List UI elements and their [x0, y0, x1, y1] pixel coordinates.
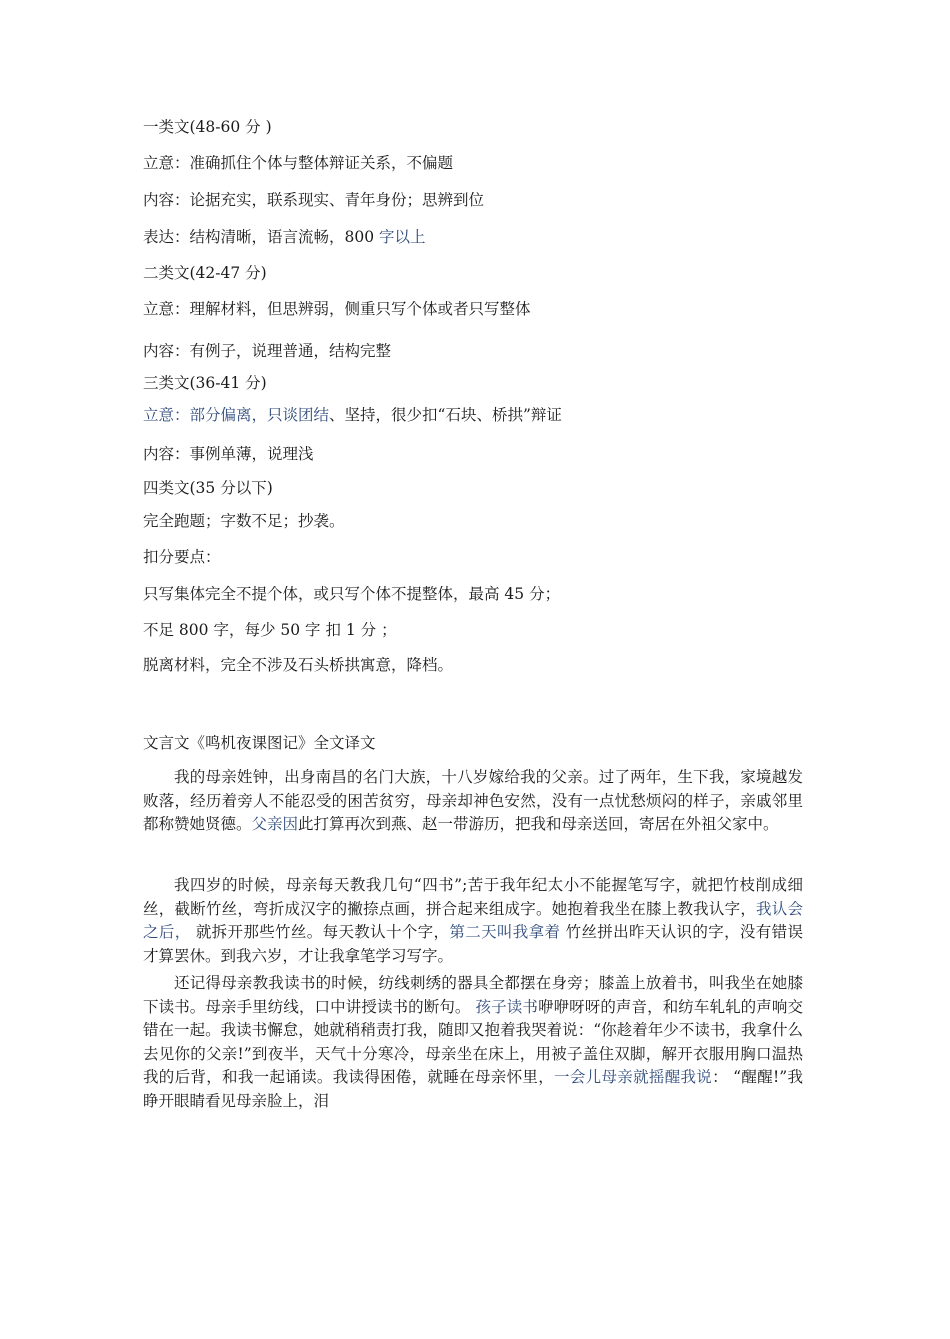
grade-one-expression-highlight: 字以上: [379, 228, 426, 246]
p2-text-a: 我四岁的时候，母亲每天教我几句“四书”;苦于我年纪太小不能握笔写字，就把竹枝削成细丝，截断竹丝，弯折成汉字的撇捺点画，拼合起来组成字。她抱着我坐在膝上教我认字，: [143, 876, 803, 918]
translation-paragraph-1: [143, 766, 803, 837]
grade-three-heading: 三类文(36-41 分): [143, 374, 267, 392]
grade-four-heading: 四类文(35 分以下): [143, 479, 273, 497]
translation-paragraph-2: [143, 874, 803, 968]
deduction-heading: 扣分要点：: [143, 548, 221, 566]
grade-four-content: 完全跑题；字数不足；抄袭。: [143, 512, 345, 530]
p3-text-a: 还记得母亲教我读书的时候，纺线刺绣的器具全都摆在身旁；膝盖上放着书，叫我坐在她膝下读书。母亲手里纺线，口中讲授读书的断句。: [143, 974, 803, 1016]
grade-three-intent-highlight: 立意：部分偏离，只谈团结: [143, 406, 330, 424]
grade-one-expression-text: 表达：结构清晰，语言流畅，800: [143, 228, 380, 246]
p1-text-a: 我的母亲姓钟，出身南昌的名门大族，十八岁嫁给我的父亲。过了两年，生下我，家境越发败落，经历着旁人不能忍受的困苦贫穷，母亲却神色安然，没有一点忧愁烦闷的样子，亲戚邻里都称赞她贤德。: [143, 768, 803, 833]
grade-one-content: 内容：论据充实，联系现实、青年身份；思辨到位: [143, 191, 485, 209]
p2-text-e: 竹丝拼出昨天认识的字，没有错误才算罢休。到我六岁，才让我拿笔学习写字。: [143, 923, 803, 965]
p2-highlight-2: 第二天叫我拿着: [449, 923, 561, 941]
p3-highlight-2: 一会儿母亲就摇醒我说: [554, 1068, 713, 1086]
p1-highlight: 父亲因: [251, 815, 299, 833]
grade-one-expression: [143, 227, 426, 247]
grade-two-intent: 立意：理解材料，但思辨弱，侧重只写个体或者只写整体: [143, 300, 531, 318]
grade-three-intent: [143, 405, 562, 425]
deduction-rule-2: 不足 800 字，每少 50 字 扣 1 分 ；: [143, 621, 397, 639]
p2-highlight-1: 我认会之后，: [143, 899, 803, 941]
translation-title: 文言文《鸣机夜课图记》全文译文: [143, 734, 376, 752]
p3-text-e: ： “醒醒!”我睁开眼睛看见母亲脸上，泪: [143, 1068, 803, 1110]
p3-highlight-1: 孩子读书: [475, 997, 538, 1016]
grade-one-heading: 一类文(48-60 分 ): [143, 118, 272, 136]
grade-three-content: 内容：事例单薄，说理浅: [143, 445, 314, 463]
grade-two-heading: 二类文(42-47 分): [143, 264, 267, 282]
p3-text-c: 咿咿呀呀的声音，和纺车轧轧的声响交错在一起。我读书懈怠，她就稍稍责打我，随即又抱着我哭着说：“你趁着年少不读书，我拿什么去见你的父亲!”到夜半，天气十分寒冷，母亲坐在床上，用被子盖住双脚，解开衣服用胸口温热我的后背，和我一起诵读。我读得困倦，就睡在母亲怀里，: [143, 997, 803, 1086]
grade-three-intent-text: 、坚持，很少扣“石块、桥拱”辩证: [329, 406, 562, 424]
grade-two-content: 内容：有例子，说理普通，结构完整: [143, 342, 392, 360]
p1-text-c: 此打算再次到燕、赵一带游历，把我和母亲送回，寄居在外祖父家中。: [298, 815, 779, 833]
deduction-rule-1: 只写集体完全不提个体，或只写个体不提整体，最高 45 分；: [143, 585, 561, 603]
p2-text-c: 就拆开那些竹丝。每天教认十个字，: [190, 923, 450, 941]
grade-one-intent: 立意：准确抓住个体与整体辩证关系，不偏题: [143, 154, 454, 172]
translation-paragraph-3: [143, 972, 803, 1113]
deduction-rule-3: 脱离材料，完全不涉及石头桥拱寓意，降档。: [143, 656, 454, 674]
